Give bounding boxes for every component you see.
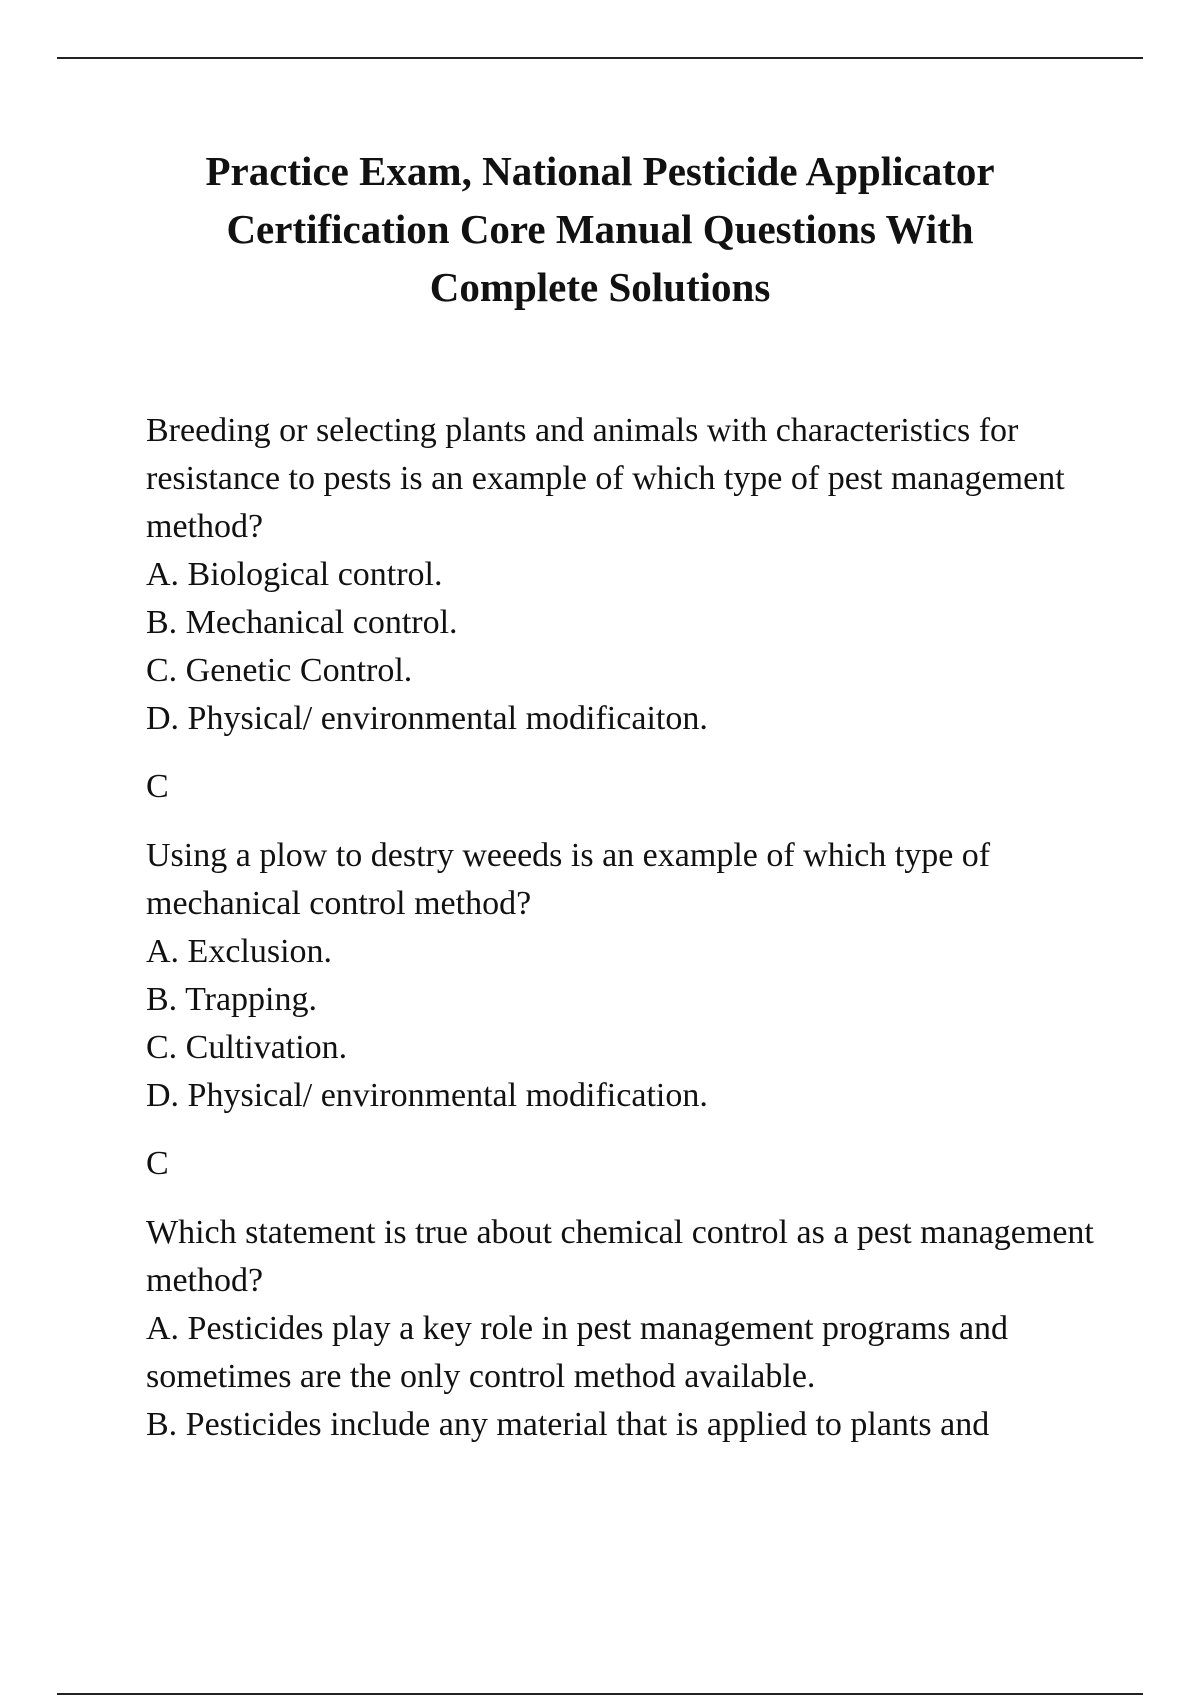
option-d: D. Physical/ environmental modificaiton. — [146, 700, 708, 737]
option-a: A. Biological control. — [146, 556, 443, 593]
answer: C — [146, 1145, 169, 1182]
question-text: Which statement is true about chemical control as a pest management method? — [146, 1214, 1094, 1299]
answer: C — [146, 768, 169, 805]
document-body — [146, 407, 1106, 1449]
question-block-1 — [146, 407, 1106, 811]
footer-rule — [57, 1693, 1143, 1695]
option-c: C. Genetic Control. — [146, 652, 413, 689]
option-b: B. Mechanical control. — [146, 604, 458, 641]
question-block-3 — [146, 1209, 1106, 1449]
question-block-2 — [146, 832, 1106, 1188]
option-c: C. Cultivation. — [146, 1029, 348, 1066]
header-rule — [57, 57, 1143, 59]
option-a: A. Pesticides play a key role in pest management programs and sometimes are the only control method available. — [146, 1310, 1009, 1395]
option-list — [146, 551, 1106, 743]
document-title: Practice Exam, National Pesticide Applicator Certification Core Manual Questions With Complete Solutions — [205, 148, 995, 310]
option-d: D. Physical/ environmental modification. — [146, 1077, 708, 1114]
option-list — [146, 1305, 1106, 1449]
option-a: A. Exclusion. — [146, 933, 333, 970]
question-text: Breeding or selecting plants and animals with characteristics for resistance to pests is an example of which type of pest management method? — [146, 412, 1065, 545]
option-list — [146, 928, 1106, 1120]
option-b: B. Pesticides include any material that is applied to plants and — [146, 1406, 990, 1443]
question-text: Using a plow to destry weeeds is an example of which type of mechanical control method? — [146, 837, 991, 922]
option-b: B. Trapping. — [146, 981, 317, 1018]
